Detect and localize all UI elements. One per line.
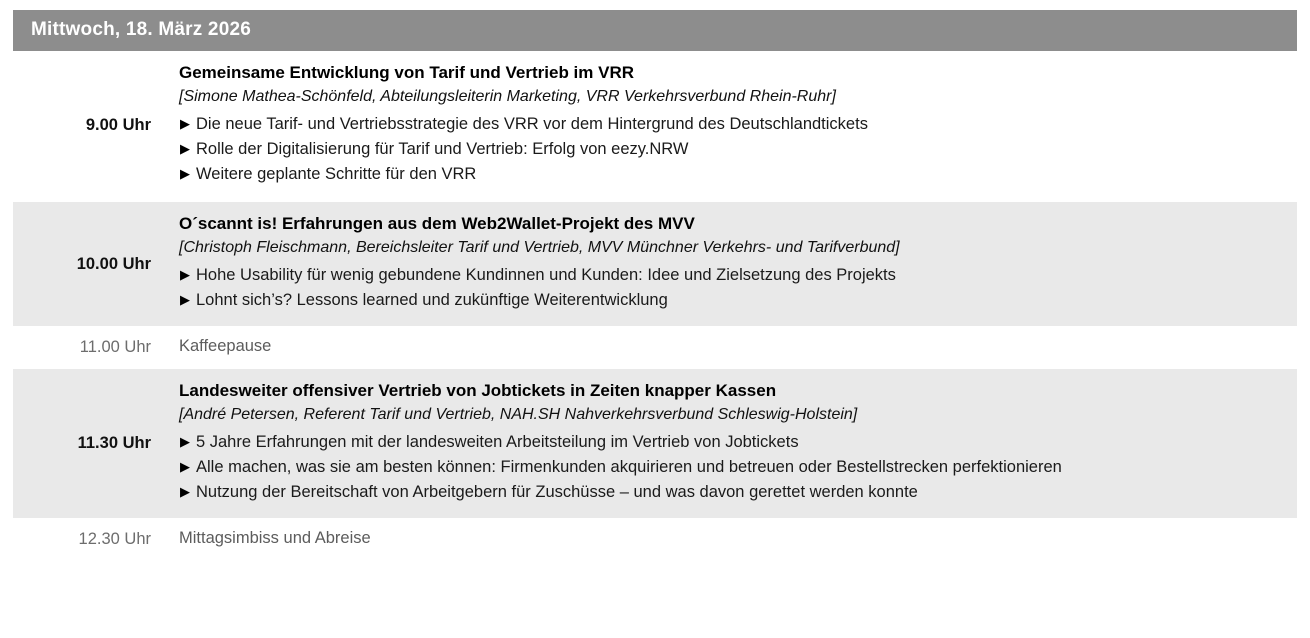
list-item-label: 5 Jahre Erfahrungen mit der landesweiten Arbeitsteilung im Vertrieb von Jobtickets (196, 433, 799, 452)
break-label: Mittagsimbiss und Abreise (179, 529, 371, 548)
agenda-row-break (13, 328, 1297, 369)
triangle-bullet-icon: ▶ (180, 484, 190, 500)
list-item-label: Nutzung der Bereitschaft von Arbeitgebern für Zuschüsse – und was davon gerettet werden konnte (196, 483, 918, 502)
break-label: Kaffeepause (179, 337, 272, 356)
agenda-row (13, 202, 1297, 328)
list-item-label: Rolle der Digitalisierung für Tarif und Vertrieb: Erfolg von eezy.NRW (196, 139, 689, 158)
session-speaker: [Simone Mathea-Schönfeld, Abteilungsleiterin Marketing, VRR Verkehrsverbund Rhein-Ruhr] (179, 88, 836, 106)
triangle-bullet-icon: ▶ (180, 267, 190, 283)
break-time: 12.30 Uhr (78, 530, 151, 549)
list-item-label: Hohe Usability für wenig gebundene Kundinnen und Kunden: Idee und Zielsetzung des Projekts (196, 266, 896, 285)
triangle-bullet-icon: ▶ (180, 166, 190, 182)
list-item (179, 455, 1285, 480)
list-item-label: Alle machen, was sie am besten können: Firmenkunden akquirieren und betreuen oder Bestellstrecken perfektionieren (196, 458, 1062, 477)
triangle-bullet-icon: ▶ (180, 292, 190, 308)
session-title: O´scannt is! Erfahrungen aus dem Web2Wallet-Projekt des MVV (179, 214, 695, 234)
list-item (179, 263, 1285, 288)
list-item-label: Die neue Tarif- und Vertriebsstrategie des VRR vor dem Hintergrund des Deutschlandtickets (196, 114, 868, 133)
list-item (179, 288, 1285, 313)
session-bullets (179, 430, 1285, 505)
session-content (165, 369, 1297, 518)
triangle-bullet-icon: ▶ (180, 459, 190, 475)
triangle-bullet-icon: ▶ (180, 115, 190, 131)
list-item (179, 112, 1285, 137)
session-time: 11.30 Uhr (77, 434, 151, 453)
agenda-row (13, 369, 1297, 520)
session-time: 9.00 Uhr (85, 116, 151, 135)
day-header: Mittwoch, 18. März 2026 (13, 10, 1297, 51)
session-speaker: [André Petersen, Referent Tarif und Vertrieb, NAH.SH Nahverkehrsverbund Schleswig-Holstein] (179, 406, 858, 424)
agenda-row-break (13, 520, 1297, 561)
agenda-table (13, 0, 1297, 561)
session-bullets (179, 263, 1285, 313)
session-content (165, 51, 1297, 200)
list-item (179, 162, 1285, 187)
list-item (179, 480, 1285, 505)
list-item-label: Weitere geplante Schritte für den VRR (196, 165, 477, 184)
list-item-label: Lohnt sich’s? Lessons learned und zukünftige Weiterentwicklung (196, 291, 668, 310)
session-title: Gemeinsame Entwicklung von Tarif und Vertrieb im VRR (179, 63, 635, 82)
break-time: 11.00 Uhr (79, 338, 151, 357)
triangle-bullet-icon: ▶ (180, 140, 190, 156)
session-content (165, 202, 1297, 326)
session-time: 10.00 Uhr (76, 254, 151, 273)
triangle-bullet-icon: ▶ (180, 434, 190, 450)
session-speaker: [Christoph Fleischmann, Bereichsleiter Tarif und Vertrieb, MVV Münchner Verkehrs- und Tarifverbund] (179, 239, 900, 257)
session-bullets (179, 112, 1285, 187)
list-item (179, 137, 1285, 162)
session-title: Landesweiter offensiver Vertrieb von Jobtickets in Zeiten knapper Kassen (179, 381, 777, 401)
agenda-row (13, 51, 1297, 202)
list-item (179, 430, 1285, 455)
